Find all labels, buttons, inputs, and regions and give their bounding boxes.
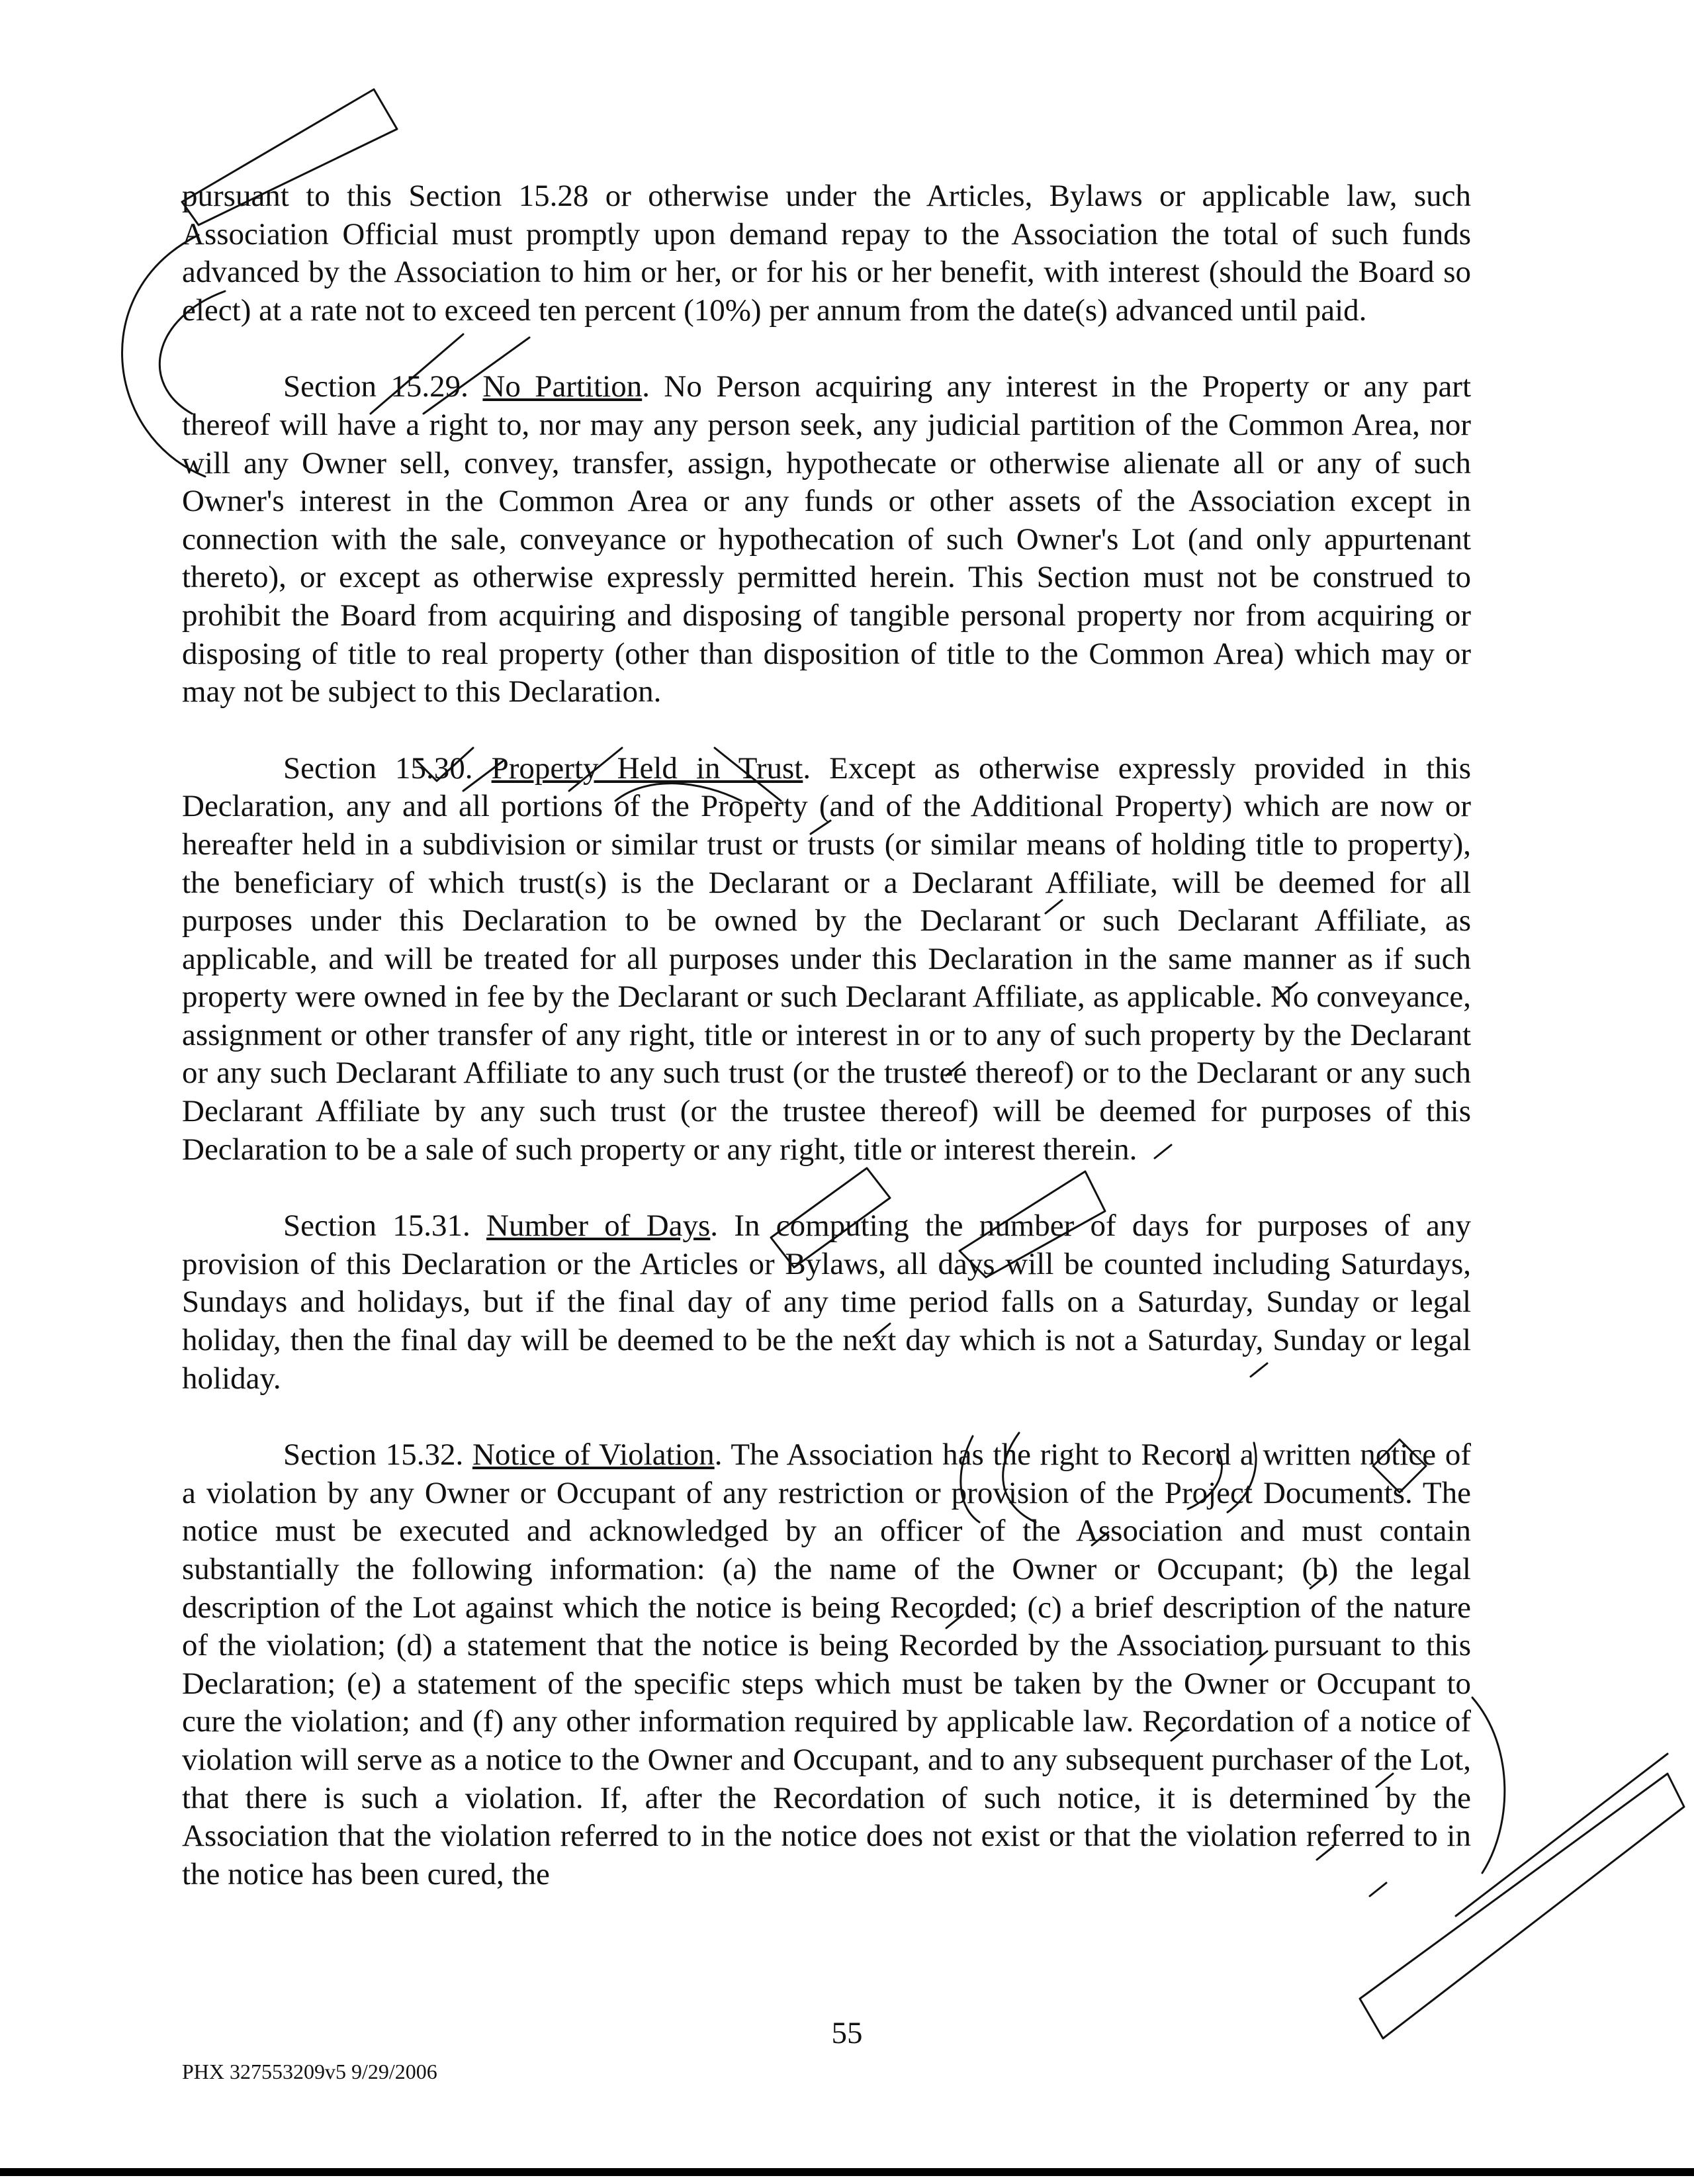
section-15-32: Section 15.32. Notice of Violation. The Association has the right to Record a written notice of a violation by any Owner or Occupant of any restriction or provision of the Project Documents. The notice must be executed and acknowledged by an officer of the Association and must contain substantially the following information: (a) the name of the Owner or Occupant; (b) the legal description of the Lot against which the notice is being Recorded; (c) a brief description of the nature of the violation; (d) a statement that the notice is being Recorded by the Association pursuant to this Declaration; (e) a statement of the specific steps which must be taken by the Owner or Occupant to cure the violation; and (f) any other information required by applicable law. Recordation of a notice of violation will serve as a notice to the Owner and Occupant, and to any subsequent purchaser of the Lot, that there is such a violation. If, after the Recordation of such notice, it is determined by the Association that the violation referred to in the notice does not exist or that the violation referred to in the notice has been cured, the — [182, 1437, 1472, 1891]
page-number: 55 — [831, 2016, 863, 2050]
section-heading: No Partition — [482, 369, 643, 404]
section-heading: Number of Days — [486, 1208, 711, 1244]
paragraph-continuation — [182, 177, 1471, 330]
section-number: Section 15.31. — [283, 1208, 470, 1244]
section-heading: Property Held in Trust — [491, 751, 803, 786]
markup-stroke — [1456, 1754, 1668, 1916]
document-body — [182, 177, 1471, 1932]
section-15-29: Section 15.29. No Partition. No Person acquiring any interest in the Property or any part thereof will have a right to, nor may any person seek, any judicial partition of the Common Area, nor will any Owner sell, convey, transfer, assign, hypothecate or otherwise alienate all or any of such Owner's interest in the Common Area or any funds or other assets of the Association except in connection with the sale, conveyance or hypothecation of such Owner's Lot (and only appurtenant thereto), or except as otherwise expressly permitted herein. This Section must not be construed to prohibit the Board from acquiring and disposing of tangible personal property nor from acquiring or disposing of title to real property (other than disposition of title to the Common Area) which may or may not be subject to this Declaration. — [182, 369, 1472, 709]
section-heading: Notice of Violation — [472, 1437, 715, 1473]
section-body: In computing the number of days for purposes of any provision of this Declaration or the Articles or Bylaws, all days will be counted including Saturdays, Sundays and holidays, but if the final day of any time period falls on a Saturday, Sunday or legal holiday, then the final day will be deemed to be the next day which is not a Saturday, Sunday or legal holiday. — [182, 1208, 1472, 1396]
bottom-border — [0, 2168, 1694, 2176]
section-body: No Person acquiring any interest in the Property or any part thereof will have a right to, nor may any person seek, any judicial partition of the Common Area, nor will any Owner sell, convey, transfer, assign, hypothecate or otherwise alienate all or any of such Owner's interest in the Common Area or any funds or other assets of the Association except in connection with the sale, conveyance or hypothecation of such Owner's Lot (and only appurtenant thereto), or except as otherwise expressly permitted herein. This Section must not be construed to prohibit the Board from acquiring and disposing of tangible personal property nor from acquiring or disposing of title to real property (other than disposition of title to the Common Area) which may or may not be subject to this Declaration. — [182, 369, 1472, 709]
section-body: The Association has the right to Record a written notice of a violation by any Owner or Occupant of any restriction or provision of the Project Documents. The notice must be executed and acknowledged by an officer of the Association and must contain substantially the following information: (a) the name of the Owner or Occupant; (b) the legal description of the Lot against which the notice is being Recorded; (c) a brief description of the nature of the violation; (d) a statement that the notice is being Recorded by the Association pursuant to this Declaration; (e) a statement of the specific steps which must be taken by the Owner or Occupant to cure the violation; and (f) any other information required by applicable law. Recordation of a notice of violation will serve as a notice to the Owner and Occupant, and to any subsequent purchaser of the Lot, that there is such a violation. If, after the Recordation of such notice, it is determined by the Association that the violation referred to in the notice does not exist or that the violation referred to in the notice has been cured, the — [182, 1437, 1472, 1891]
markup-bracket-right — [1472, 1698, 1505, 1873]
document-id: PHX 327553209v5 9/29/2006 — [182, 2060, 437, 2083]
section-15-31: Section 15.31. Number of Days. In computing the number of days for purposes of any provision of this Declaration or the Articles or Bylaws, all days will be counted including Saturdays, Sundays and holidays, but if the final day of any time period falls on a Saturday, Sunday or legal holiday, then the final day will be deemed to be the next day which is not a Saturday, Sunday or legal holiday. — [182, 1208, 1472, 1396]
paragraph-body: pursuant to this Section 15.28 or otherwise under the Articles, Bylaws or applicable law, such Association Official must promptly upon demand repay to the Association the total of such funds advanced by the Association to him or her, or for his or her benefit, with interest (should the Board so elect) at a rate not to exceed ten percent (10%) per annum from the date(s) advanced until paid. — [182, 179, 1471, 328]
section-body: Except as otherwise expressly provided in this Declaration, any and all portions of the Property (and of the Additional Property) which are now or hereafter held in a subdivision or similar trust or trusts (or similar means of holding title to property), the beneficiary of which trust(s) is the Declarant or a Declarant Affiliate, will be deemed for all purposes under this Declaration to be owned by the Declarant or such Declarant Affiliate, as applicable, and will be treated for all purposes under this Declaration in the same manner as if such property were owned in fee by the Declarant or such Declarant Affiliate, as applicable. No conveyance, assignment or other transfer of any right, title or interest in or to any of such property by the Declarant or any such Declarant Affiliate to any such trust (or the trustee thereof) or to the Declarant or any such Declarant Affiliate by any such trust (or the trustee thereof) will be deemed for purposes of this Declaration to be a sale of such property or any right, title or interest therein. — [182, 751, 1472, 1167]
section-number: Section 15.30. — [283, 751, 473, 786]
section-number: Section 15.32. — [283, 1437, 464, 1473]
section-number: Section 15.29. — [283, 369, 468, 404]
section-15-30: Section 15.30. Property Held in Trust. Except as otherwise expressly provided in this Declaration, any and all portions of the Property (and of the Additional Property) which are now or hereafter held in a subdivision or similar trust or trusts (or similar means of holding title to property), the beneficiary of which trust(s) is the Declarant or a Declarant Affiliate, will be deemed for all purposes under this Declaration to be owned by the Declarant or such Declarant Affiliate, as applicable, and will be treated for all purposes under this Declaration in the same manner as if such property were owned in fee by the Declarant or such Declarant Affiliate, as applicable. No conveyance, assignment or other transfer of any right, title or interest in or to any of such property by the Declarant or any such Declarant Affiliate to any such trust (or the trustee thereof) or to the Declarant or any such Declarant Affiliate by any such trust (or the trustee thereof) will be deemed for purposes of this Declaration to be a sale of such property or any right, title or interest therein. — [182, 751, 1472, 1167]
